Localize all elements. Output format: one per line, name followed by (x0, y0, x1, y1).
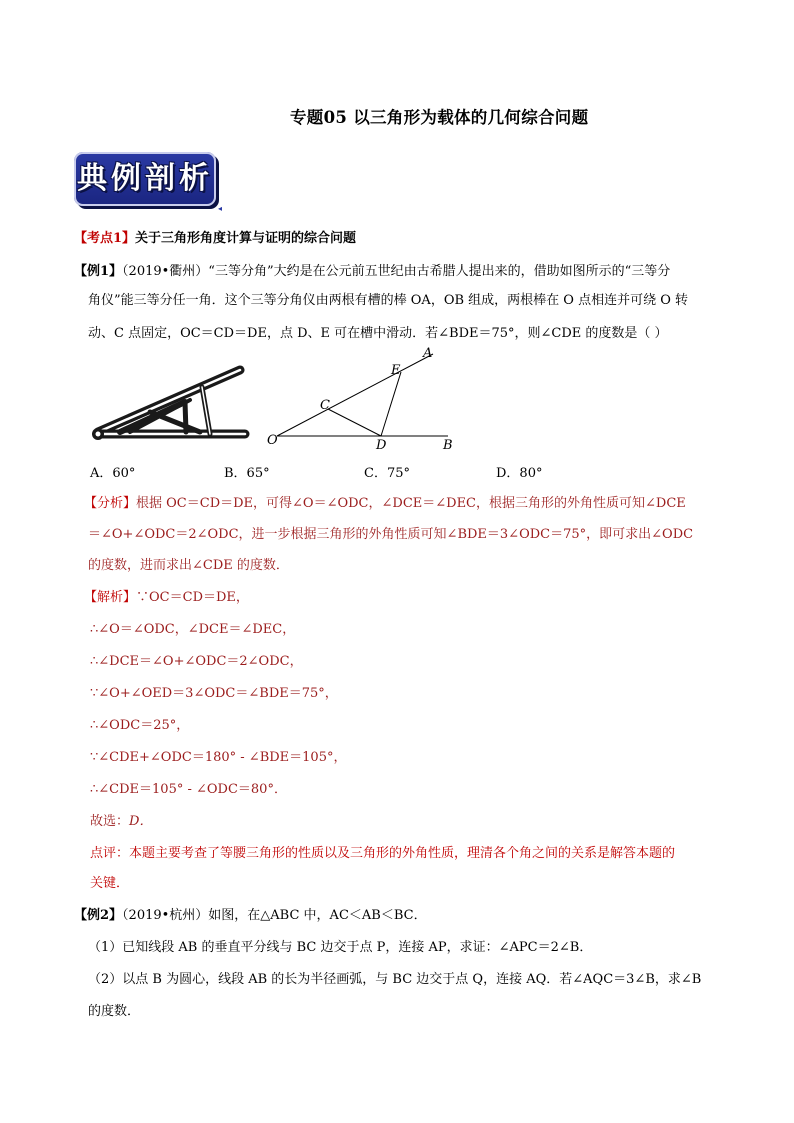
geometry-diagram (255, 345, 470, 455)
label-A: A (423, 346, 433, 361)
comment-line1: 点评：本题主要考查了等腰三角形的性质以及三角形的外角性质，理清各个角之间的关系是解答本题的 (90, 846, 676, 861)
option-d: D．80° (496, 466, 543, 481)
kaodian-heading (74, 229, 356, 249)
comment-line2: 关键． (90, 876, 130, 891)
solution-line1: 【解析】∵OC＝CD＝DE， (84, 590, 249, 605)
example2-tag: 【例2】 (74, 908, 123, 923)
example2-line1: 【例2】（2019•杭州）如图，在△ABC 中，AC＜AB＜BC． (74, 908, 427, 923)
kaodian-text: 关于三角形角度计算与证明的综合问题 (135, 231, 357, 246)
solution-step-1: ∴∠O＝∠ODC，∠DCE＝∠DEC， (90, 622, 296, 637)
example2-q2-line2: 的度数． (88, 1004, 141, 1019)
solution-step-3: ∵∠O+∠OED＝3∠ODC＝∠BDE＝75°， (90, 686, 338, 701)
label-B: B (443, 438, 453, 453)
solution-answer: 故选：D． (90, 814, 153, 829)
example1-line1: 【例1】（2019•衢州）“三等分角”大约是在公元前五世纪由古希腊人提出来的，借助如图所示的“三等分 (74, 264, 671, 279)
section-badge-label: 典例剖析 (77, 161, 213, 196)
solution-tag: 【解析】 (84, 590, 137, 605)
example2-q1: （1）已知线段 AB 的垂直平分线与 BC 边交于点 P，连接 AP，求证：∠APC＝2∠B． (88, 940, 593, 955)
solution-step-2: ∴∠DCE＝∠O+∠ODC＝2∠ODC， (90, 654, 303, 669)
example1-tag: 【例1】 (74, 264, 123, 279)
segment-DE (381, 372, 401, 436)
example1-line2: 角仪”能三等分任一角．这个三等分角仪由两根有槽的棒 OA，OB 组成，两根棒在 O 点相连并可绕 O 转 (88, 293, 689, 308)
answer-value: D． (129, 814, 153, 829)
analysis-line1: 【分析】根据 OC＝CD＝DE，可得∠O＝∠ODC，∠DCE＝∠DEC，根据三角形的外角性质可知∠DCE (84, 496, 686, 511)
label-E: E (391, 363, 401, 378)
example2-q2-line1: （2）以点 B 为圆心，线段 AB 的长为半径画弧，与 BC 边交于点 Q，连接 AQ．若∠AQC＝3∠B，求∠B (88, 972, 702, 987)
option-c: C．75° (364, 466, 410, 481)
option-a: A．60° (90, 466, 136, 481)
page-title: 专题05 以三角形为载体的几何综合问题 (290, 108, 589, 127)
solution-step-4: ∴∠ODC＝25°， (90, 718, 190, 733)
label-C: C (320, 398, 330, 413)
option-b: B．65° (224, 466, 270, 481)
label-O: O (267, 433, 278, 448)
analysis-line2: ＝∠O+∠ODC＝2∠ODC，进一步根据三角形的外角性质可知∠BDE＝3∠ODC＝75°，即可求出∠ODC (88, 527, 694, 542)
example1-line3: 动、C 点固定，OC＝CD＝DE，点 D、E 可在槽中滑动．若∠BDE＝75°，则∠CDE 的度数是（ ） (88, 326, 668, 341)
kaodian-tag: 【考点1】 (74, 231, 136, 246)
solution-step-5: ∵∠CDE+∠ODC＝180° - ∠BDE＝105°， (90, 750, 347, 765)
segment-CD (328, 409, 381, 436)
trisector-device-image (90, 352, 250, 447)
analysis-line3: 的度数，进而求出∠CDE 的度数． (88, 558, 289, 573)
solution-step-6: ∴∠CDE＝105° - ∠ODC＝80°． (90, 782, 287, 797)
section-badge (74, 152, 216, 206)
analysis-tag: 【分析】 (84, 496, 137, 511)
ray-OA (277, 354, 433, 436)
badge-marker: ◂ (218, 204, 223, 213)
label-D: D (376, 438, 387, 453)
